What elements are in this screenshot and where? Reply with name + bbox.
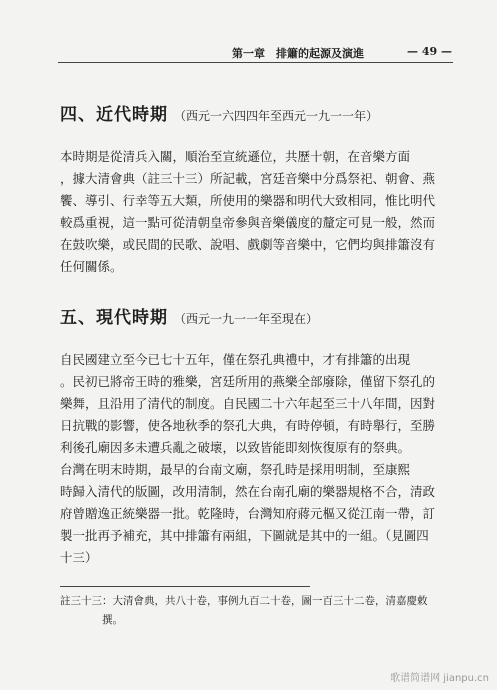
header-rule <box>58 62 453 63</box>
text-line: 較爲重視，這一點可從清朝皇帝參與音樂儀度的釐定可見一般，然而 <box>60 215 436 230</box>
footnote-rule <box>60 586 310 587</box>
text-line: 。民初已將帝王時的雅樂，宮廷所用的燕樂全部廢除，僅留下祭孔的 <box>60 374 436 389</box>
section-4-heading <box>60 100 378 125</box>
text-line: 自民國建立至今已七十五年，僅在祭孔典禮中，才有排簫的出現 <box>60 352 411 367</box>
chapter-title: 第一章 排簫的起源及演進 <box>232 47 364 60</box>
footnote <box>60 592 455 630</box>
text-line: 饗、導引、行幸等五大類，所使用的樂器和明代大致相同，惟比明代 <box>60 193 436 208</box>
text-line: 日抗戰的影響，使各地秋季的祭孔大典，有時停頓，有時舉行，至勝 <box>60 418 436 433</box>
text-line: 府曾贈逸正統樂器一批。乾隆時，台灣知府蔣元樞又從江南一帶，訂 <box>60 506 436 521</box>
text-line: 利後孔廟因多未遭兵亂之破壞，以致皆能即刻恢復原有的祭典。 <box>60 440 411 455</box>
section-4-paragraph <box>60 146 450 278</box>
section-5-heading <box>60 303 318 328</box>
text-line: ，據大清會典（註三十三）所記載，宮廷音樂中分爲祭祀、朝會、燕 <box>60 171 436 186</box>
running-header <box>232 45 452 61</box>
footnote-line: 註三十三：大清會典，共八十卷，事例九百二十卷，圖一百三十二卷，清嘉慶敕 <box>60 595 428 607</box>
section-5-paragraph-2 <box>60 459 450 569</box>
section-4-date-range: （西元一六四四年至西元一九一一年） <box>174 109 379 123</box>
text-line: 任何關係。 <box>60 259 123 274</box>
section-5-date-range: （西元一九一一年至現在） <box>174 312 319 326</box>
text-line: 本時期是從清兵入關，順治至宣統遜位，共歷十朝，在音樂方面 <box>60 149 411 164</box>
section-5-paragraph-1 <box>60 349 450 459</box>
site-watermark: 歌谱简谱网 jianpu.cn <box>390 673 489 684</box>
text-line: 台灣在明末時期，最早的台南文廟，祭孔時是採用明制，至康熙 <box>60 462 411 477</box>
text-line: 在鼓吹樂，或民間的民歌、說唱、戲劇等音樂中，它們均與排簫沒有 <box>60 237 436 252</box>
text-line: 時歸入清代的版圖，改用清制，然在台南孔廟的樂器規格不合，清政 <box>60 484 436 499</box>
text-line: 十三） <box>60 550 98 565</box>
section-4-title: 四、近代時期 <box>60 105 168 125</box>
text-line: 製一批再予補充，其中排簫有兩組，下圖就是其中的一組。（見圖四 <box>60 528 429 543</box>
text-line: 樂舞，且沿用了清代的制度。自民國二十六年起至三十八年間，因對 <box>60 396 436 411</box>
section-5-title: 五、現代時期 <box>60 308 168 328</box>
page-number: — 49 — <box>407 45 452 58</box>
footnote-line: 撰。 <box>60 614 123 626</box>
